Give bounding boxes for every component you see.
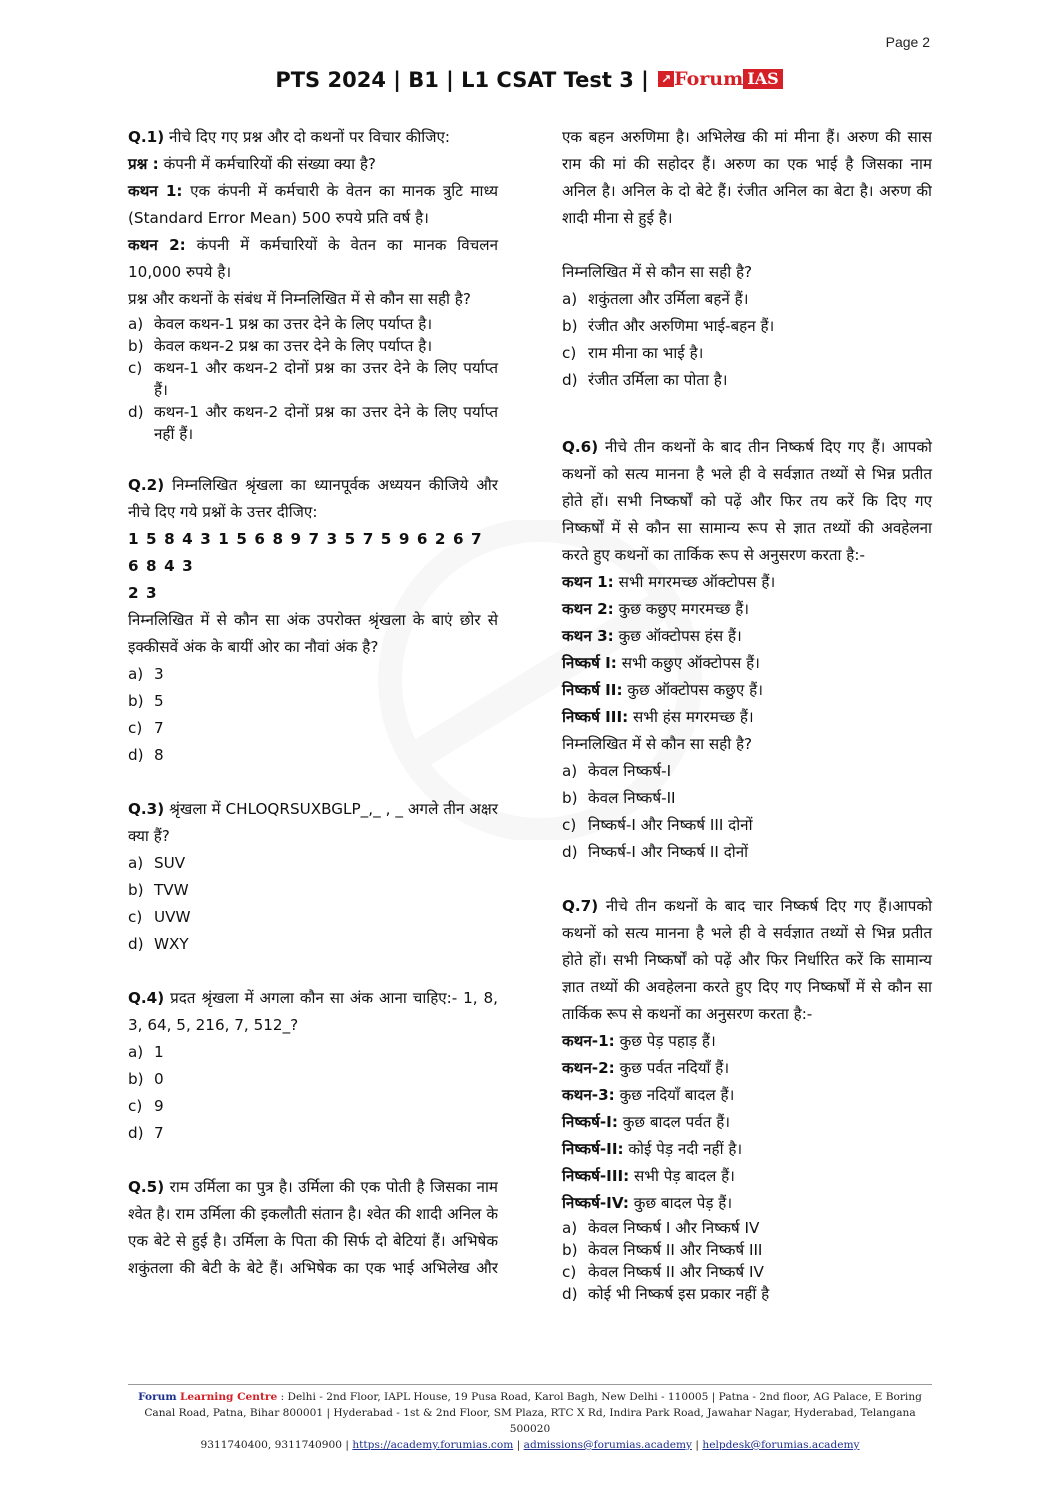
option-text: राम मीना का भाई है।: [588, 344, 704, 362]
option-key: c): [128, 908, 143, 926]
option-key: b): [128, 692, 144, 710]
option-text: रंजीत उर्मिला का पोता है।: [588, 371, 728, 389]
line-text: कुछ ऑक्टोपस हंस हैं।: [618, 627, 742, 645]
option-text: रंजीत और अरुणिमा भाई-बहन हैं।: [588, 317, 775, 335]
q4-label: Q.4): [128, 989, 165, 1007]
q3-option-a[interactable]: [128, 850, 498, 877]
option-key: c): [562, 1263, 577, 1281]
q7-line-3: [562, 1082, 932, 1109]
q1-statement-1: एक कंपनी में कर्मचारी के वेतन का मानक त्रुटि माध्य (Standard Error Mean) 500 रुपये प्रति वर्ष है।: [128, 182, 499, 227]
option-text: केवल निष्कर्ष-I: [588, 762, 672, 780]
page-header: [0, 66, 1058, 92]
line-text: कुछ कछुए मगरमच्छ हैं।: [618, 600, 750, 618]
q6-option-b[interactable]: [562, 785, 932, 812]
line-text: कुछ पर्वत नदियाँ हैं।: [619, 1059, 730, 1077]
line-label: निष्कर्ष II:: [562, 681, 623, 699]
q3-option-b[interactable]: [128, 877, 498, 904]
question-3: [128, 796, 498, 958]
q7-line-6: [562, 1163, 932, 1190]
option-key: b): [562, 1241, 578, 1259]
option-key: d): [562, 1285, 578, 1303]
footer-separator: |: [516, 1439, 521, 1451]
option-key: b): [562, 789, 578, 807]
line-label: निष्कर्ष I:: [562, 654, 617, 672]
footer-helpdesk-email-link[interactable]: helpdesk@forumias.academy: [702, 1439, 860, 1451]
q1-stem: नीचे दिए गए प्रश्न और दो कथनों पर विचार कीजिए:: [169, 128, 451, 146]
q1-option-c[interactable]: [128, 357, 498, 401]
right-column: [562, 124, 932, 1305]
footer-separator: |: [695, 1439, 699, 1451]
line-label: निष्कर्ष III:: [562, 708, 629, 726]
q7-stem: नीचे तीन कथनों के बाद चार निष्कर्ष दिए गए हैं।आपको कथनों को सत्य मानना है भले ही वे सर्वज्ञात तथ्यों से भिन्न प्रतीत होते हों। सभी निष्कर्षों को पढ़ें और फिर निर्धारित करें कि सामान्य ज्ञात तथ्यों की अवहेलना करते हुए दिए गए निष्कर्षों में से कौन सा तार्किक रूप से कथनों का अनुसरण करता है:-: [562, 897, 933, 1023]
forumias-logo: [658, 66, 783, 90]
q2-series-line-1: 1 5 8 4 3 1 5 6 8 9 7 3 5 7 5 9 6 2 6 7 6 8 4 3: [128, 530, 483, 575]
option-key: a): [562, 762, 578, 780]
q7-line-5: [562, 1136, 932, 1163]
line-label: कथन 1:: [562, 573, 614, 591]
arrow-icon: ↗: [658, 71, 674, 87]
option-text: 7: [154, 1124, 164, 1142]
q7-line-4: [562, 1109, 932, 1136]
footer-brand-rest: Learning Centre: [179, 1391, 278, 1403]
q3-option-d[interactable]: [128, 931, 498, 958]
footer-admissions-email-link[interactable]: admissions@forumias.academy: [523, 1439, 693, 1451]
option-key: a): [562, 1219, 578, 1237]
option-key: a): [128, 315, 144, 333]
q4-option-c[interactable]: [128, 1093, 498, 1120]
line-text: कुछ ऑक्टोपस कछुए हैं।: [627, 681, 763, 699]
q6-line-1: [562, 569, 932, 596]
q2-option-b[interactable]: [128, 688, 498, 715]
option-key: a): [128, 1043, 144, 1061]
option-key: d): [128, 403, 144, 421]
line-text: कुछ बादल पेड़ हैं।: [633, 1194, 733, 1212]
option-key: b): [128, 881, 144, 899]
option-text: शकुंतला और उर्मिला बहनें हैं।: [588, 290, 749, 308]
question-5-continued: [562, 124, 932, 394]
option-text: SUV: [154, 854, 186, 872]
q6-line-2: [562, 596, 932, 623]
q6-line-3: [562, 623, 932, 650]
q2-option-d[interactable]: [128, 742, 498, 769]
option-text: केवल निष्कर्ष II और निष्कर्ष IV: [588, 1263, 764, 1281]
q2-option-a[interactable]: [128, 661, 498, 688]
question-5: [128, 1174, 498, 1282]
q1-statement-1-label: कथन 1:: [128, 182, 183, 200]
q6-label: Q.6): [562, 438, 599, 456]
q6-option-c[interactable]: [562, 812, 932, 839]
line-text: कुछ नदियाँ बादल हैं।: [619, 1086, 735, 1104]
line-label: निष्कर्ष-III:: [562, 1167, 630, 1185]
line-label: निष्कर्ष-II:: [562, 1140, 624, 1158]
option-key: d): [128, 935, 144, 953]
q6-line-5: [562, 677, 932, 704]
option-key: c): [128, 1097, 143, 1115]
option-key: d): [562, 843, 578, 861]
option-key: c): [562, 816, 577, 834]
q2-label: Q.2): [128, 476, 165, 494]
q7-option-b[interactable]: [562, 1239, 932, 1261]
option-text: कथन-1 और कथन-2 दोनों प्रश्न का उत्तर देने के लिए पर्याप्त हैं।: [154, 359, 498, 399]
q6-stem: नीचे तीन कथनों के बाद तीन निष्कर्ष दिए गए हैं। आपको कथनों को सत्य मानना है भले ही वे सर्वज्ञात तथ्यों से भिन्न प्रतीत होते हों। सभी निष्कर्षों को पढ़ें और फिर तय करें कि दिए गए निष्कर्षों में से कौन सा सामान्य रूप से ज्ञात तथ्यों की अवहेलना करते हुए कथनों का तार्किक रूप से अनुसरण करता है:-: [562, 438, 932, 564]
option-key: d): [128, 1124, 144, 1142]
option-text: 9: [154, 1097, 164, 1115]
line-text: सभी मगरमच्छ ऑक्टोपस हैं।: [618, 573, 776, 591]
question-2: [128, 472, 498, 769]
footer-website-link[interactable]: https://academy.forumias.com: [352, 1439, 514, 1451]
line-label: निष्कर्ष-I:: [562, 1113, 618, 1131]
q7-option-c[interactable]: [562, 1261, 932, 1283]
q7-line-7: [562, 1190, 932, 1217]
q6-option-a[interactable]: [562, 758, 932, 785]
option-text: केवल कथन-1 प्रश्न का उत्तर देने के लिए पर्याप्त है।: [154, 315, 433, 333]
option-text: 0: [154, 1070, 164, 1088]
page-footer: [128, 1384, 932, 1453]
option-text: कथन-1 और कथन-2 दोनों प्रश्न का उत्तर देने के लिए पर्याप्त नहीं हैं।: [154, 403, 498, 443]
q2-series-line-2: 2 3: [128, 584, 158, 602]
option-text: केवल निष्कर्ष-II: [588, 789, 676, 807]
option-text: 5: [154, 692, 164, 710]
line-text: कोई पेड़ नदी नहीं है।: [628, 1140, 743, 1158]
q1-option-d[interactable]: [128, 401, 498, 445]
line-text: सभी पेड़ बादल हैं।: [634, 1167, 735, 1185]
option-text: WXY: [154, 935, 189, 953]
q5-option-b[interactable]: [562, 313, 932, 340]
q4-stem: प्रदत श्रृंखला में अगला कौन सा अंक आना चाहिए:- 1, 8, 3, 64, 5, 216, 7, 512_?: [128, 989, 498, 1034]
q7-option-a[interactable]: [562, 1217, 932, 1239]
q3-option-c[interactable]: [128, 904, 498, 931]
q5-stem-start: राम उर्मिला का पुत्र है। उर्मिला की एक पोती है जिसका नाम श्वेत है। राम उर्मिला की इकलौती संतान है। श्वेत की शादी अनिल के एक बेटे से हुई है। उर्मिला के पिता की सिर्फ दो बेटियां हैं। अभिषेक शकुंतला की बेटी के बेटे हैं। अभिषेक का एक भाई अभिलेख और: [128, 1178, 498, 1277]
question-7: [562, 893, 932, 1305]
option-text: निष्कर्ष-I और निष्कर्ष III दोनों: [588, 816, 753, 834]
option-key: a): [128, 854, 144, 872]
question-4: [128, 985, 498, 1147]
q1-option-b[interactable]: [128, 335, 498, 357]
q3-stem: श्रृंखला में CHLOQRSUXBGLP_,_ , _ अगले तीन अक्षर क्या हैं?: [128, 800, 498, 845]
question-6: [562, 434, 932, 866]
option-key: a): [128, 665, 144, 683]
line-text: सभी कछुए ऑक्टोपस हैं।: [621, 654, 760, 672]
q6-option-d[interactable]: [562, 839, 932, 866]
line-label: कथन-1:: [562, 1032, 615, 1050]
q1-option-a[interactable]: [128, 313, 498, 335]
line-label: निष्कर्ष-IV:: [562, 1194, 629, 1212]
q1-question: कंपनी में कर्मचारियों की संख्या क्या है?: [163, 155, 376, 173]
question-1: [128, 124, 498, 445]
line-label: कथन 3:: [562, 627, 614, 645]
option-text: UVW: [154, 908, 191, 926]
q1-statement-2-label: कथन 2:: [128, 236, 186, 254]
q1-ask: प्रश्न और कथनों के संबंध में निम्नलिखित में से कौन सा सही है?: [128, 290, 471, 308]
option-key: c): [128, 719, 143, 737]
option-key: a): [562, 290, 578, 308]
footer-phones: 9311740400, 9311740900 |: [200, 1439, 349, 1451]
q7-option-d[interactable]: [562, 1283, 932, 1305]
q7-line-1: [562, 1028, 932, 1055]
option-text: कोई भी निष्कर्ष इस प्रकार नहीं है: [588, 1285, 770, 1303]
line-text: कुछ पेड़ पहाड़ हैं।: [619, 1032, 716, 1050]
option-key: d): [562, 371, 578, 389]
q6-ask: निम्नलिखित में से कौन सा सही है?: [562, 735, 753, 753]
line-label: कथन 2:: [562, 600, 614, 618]
q5-option-c[interactable]: [562, 340, 932, 367]
q4-option-d[interactable]: [128, 1120, 498, 1147]
q6-line-4: [562, 650, 932, 677]
line-text: कुछ बादल पर्वत हैं।: [622, 1113, 731, 1131]
q1-statement-2: कंपनी में कर्मचारियों के वेतन का मानक विचलन 10,000 रुपये है।: [128, 236, 499, 281]
page-title: PTS 2024 | B1 | L1 CSAT Test 3 |: [275, 68, 649, 92]
footer-brand-forum: Forum: [138, 1391, 177, 1403]
option-text: 7: [154, 719, 164, 737]
page-number: Page 2: [885, 34, 930, 50]
option-text: केवल निष्कर्ष II और निष्कर्ष III: [588, 1241, 763, 1259]
option-text: केवल निष्कर्ष I और निष्कर्ष IV: [588, 1219, 760, 1237]
q1-label: Q.1): [128, 128, 165, 146]
option-text: 3: [154, 665, 164, 683]
option-key: c): [128, 359, 143, 377]
option-key: b): [128, 1070, 144, 1088]
option-key: c): [562, 344, 577, 362]
q5-option-a[interactable]: [562, 286, 932, 313]
option-text: TVW: [154, 881, 189, 899]
left-column: [128, 124, 498, 1282]
line-label: कथन-3:: [562, 1086, 615, 1104]
q2-stem: निम्नलिखित श्रृंखला का ध्यानपूर्वक अध्ययन कीजिये और नीचे दिए गये प्रश्नों के उत्तर दीजिए:: [128, 476, 498, 521]
option-key: b): [562, 317, 578, 335]
q5-ask: निम्नलिखित में से कौन सा सही है?: [562, 263, 753, 281]
q1-question-label: प्रश्न :: [128, 155, 159, 173]
q5-stem-continued: एक बहन अरुणिमा है। अभिलेख की मां मीना हैं। अरुण की सास राम की मां की सहोदर हैं। अरुण का एक भाई है जिसका नाम अनिल है। अनिल के दो बेटे हैं। रंजीत अनिल का बेटा है। अरुण की शादी मीना से हुई है।: [562, 128, 932, 227]
q5-label: Q.5): [128, 1178, 165, 1196]
q6-line-6: [562, 704, 932, 731]
q3-label: Q.3): [128, 800, 165, 818]
line-label: कथन-2:: [562, 1059, 615, 1077]
option-key: b): [128, 337, 144, 355]
q7-line-2: [562, 1055, 932, 1082]
q2-ask: निम्नलिखित में से कौन सा अंक उपरोक्त श्रृंखला के बाएं छोर से इक्कीसवें अंक के बायीं ओर का नौवां अंक है?: [128, 611, 498, 656]
q7-label: Q.7): [562, 897, 599, 915]
q4-option-b[interactable]: [128, 1066, 498, 1093]
line-text: सभी हंस मगरमच्छ हैं।: [633, 708, 754, 726]
logo-forum-text: Forum: [674, 68, 744, 90]
option-key: d): [128, 746, 144, 764]
logo-ias-text: IAS: [743, 69, 782, 89]
option-text: केवल कथन-2 प्रश्न का उत्तर देने के लिए पर्याप्त है।: [154, 337, 433, 355]
q2-option-c[interactable]: [128, 715, 498, 742]
footer-address: : Delhi - 2nd Floor, IAPL House, 19 Pusa Road, Karol Bagh, New Delhi - 110005 | Patna - 2nd floor, AG Palace, E Boring Canal Road, Patna, Bihar 800001 | Hyderabad - 1st & 2nd Floor, SM Plaza, RTC X Rd, Indira Park Road, Jawahar Nagar, Hyderabad, Telangana 500020: [144, 1391, 922, 1435]
option-text: निष्कर्ष-I और निष्कर्ष II दोनों: [588, 843, 749, 861]
option-text: 8: [154, 746, 164, 764]
option-text: 1: [154, 1043, 164, 1061]
q5-option-d[interactable]: [562, 367, 932, 394]
q4-option-a[interactable]: [128, 1039, 498, 1066]
